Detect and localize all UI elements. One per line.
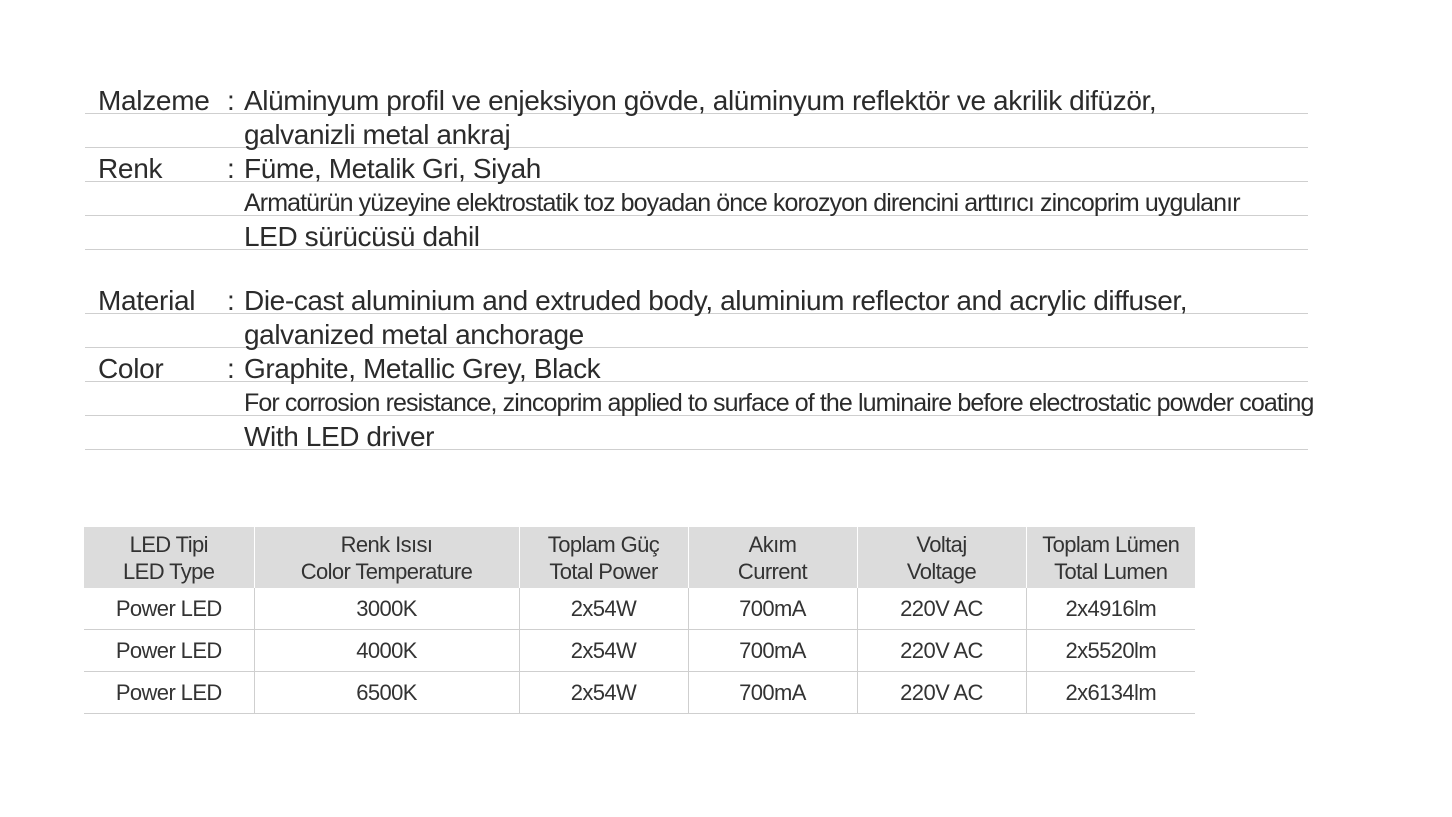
spec-line — [85, 280, 1308, 314]
driver-note: LED sürücüsü dahil — [244, 221, 480, 252]
coating-note: For corrosion resistance, zincoprim applied to surface of the luminaire before electrostatic powder coating — [244, 389, 1314, 417]
spec-line — [85, 216, 1308, 250]
material-label: Malzeme — [98, 85, 210, 116]
cell-total-power: 2x54W — [519, 588, 688, 630]
header-total-power: Toplam Güç Total Power — [519, 527, 688, 588]
cell-current: 700mA — [688, 630, 857, 672]
spec-line — [85, 80, 1308, 114]
material-value-cont: galvanized metal anchorage — [244, 319, 584, 350]
table-row — [84, 630, 1195, 672]
colon: : — [227, 285, 235, 316]
material-value: Die-cast aluminium and extruded body, aluminium reflector and acrylic diffuser, — [244, 285, 1188, 316]
cell-led-type: Power LED — [84, 630, 254, 672]
cell-current: 700mA — [688, 588, 857, 630]
cell-voltage: 220V AC — [857, 630, 1026, 672]
spec-line — [85, 348, 1308, 382]
header-color-temperature: Renk Isısı Color Temperature — [254, 527, 519, 588]
colon: : — [227, 85, 235, 116]
spec-line — [85, 382, 1314, 417]
spec-line — [85, 182, 1308, 216]
driver-note: With LED driver — [244, 421, 435, 452]
led-spec-table — [84, 527, 1195, 714]
cell-led-type: Power LED — [84, 672, 254, 714]
spec-line — [85, 314, 1308, 348]
color-value: Füme, Metalik Gri, Siyah — [244, 153, 541, 184]
cell-total-lumen: 2x5520lm — [1026, 630, 1195, 672]
material-label: Material — [98, 285, 196, 316]
specs-english — [85, 280, 1314, 452]
colon: : — [227, 353, 235, 384]
table-row — [84, 672, 1195, 714]
cell-color-temperature: 6500K — [254, 672, 519, 714]
colon: : — [227, 153, 235, 184]
cell-voltage: 220V AC — [857, 672, 1026, 714]
specs-turkish — [85, 80, 1308, 250]
material-value: Alüminyum profil ve enjeksiyon gövde, alüminyum reflektör ve akrilik difüzör, — [244, 85, 1157, 116]
cell-total-power: 2x54W — [519, 672, 688, 714]
color-value: Graphite, Metallic Grey, Black — [244, 353, 601, 384]
cell-color-temperature: 3000K — [254, 588, 519, 630]
table-row — [84, 588, 1195, 630]
cell-color-temperature: 4000K — [254, 630, 519, 672]
header-voltage: Voltaj Voltage — [857, 527, 1026, 588]
color-label: Color — [98, 353, 164, 384]
spec-line — [85, 416, 1308, 450]
cell-total-lumen: 2x4916lm — [1026, 588, 1195, 630]
cell-total-power: 2x54W — [519, 630, 688, 672]
header-total-lumen: Toplam Lümen Total Lumen — [1026, 527, 1195, 588]
header-led-type: LED Tipi LED Type — [84, 527, 254, 588]
header-current: Akım Current — [688, 527, 857, 588]
color-label: Renk — [98, 153, 163, 184]
spec-line — [85, 148, 1308, 182]
cell-led-type: Power LED — [84, 588, 254, 630]
material-value-cont: galvanizli metal ankraj — [244, 119, 511, 150]
cell-current: 700mA — [688, 672, 857, 714]
coating-note: Armatürün yüzeyine elektrostatik toz boyadan önce korozyon direncini arttırıcı zincoprim uygulanır — [244, 189, 1240, 217]
cell-total-lumen: 2x6134lm — [1026, 672, 1195, 714]
spec-line — [85, 114, 1308, 148]
table-header-row — [84, 527, 1195, 588]
cell-voltage: 220V AC — [857, 588, 1026, 630]
